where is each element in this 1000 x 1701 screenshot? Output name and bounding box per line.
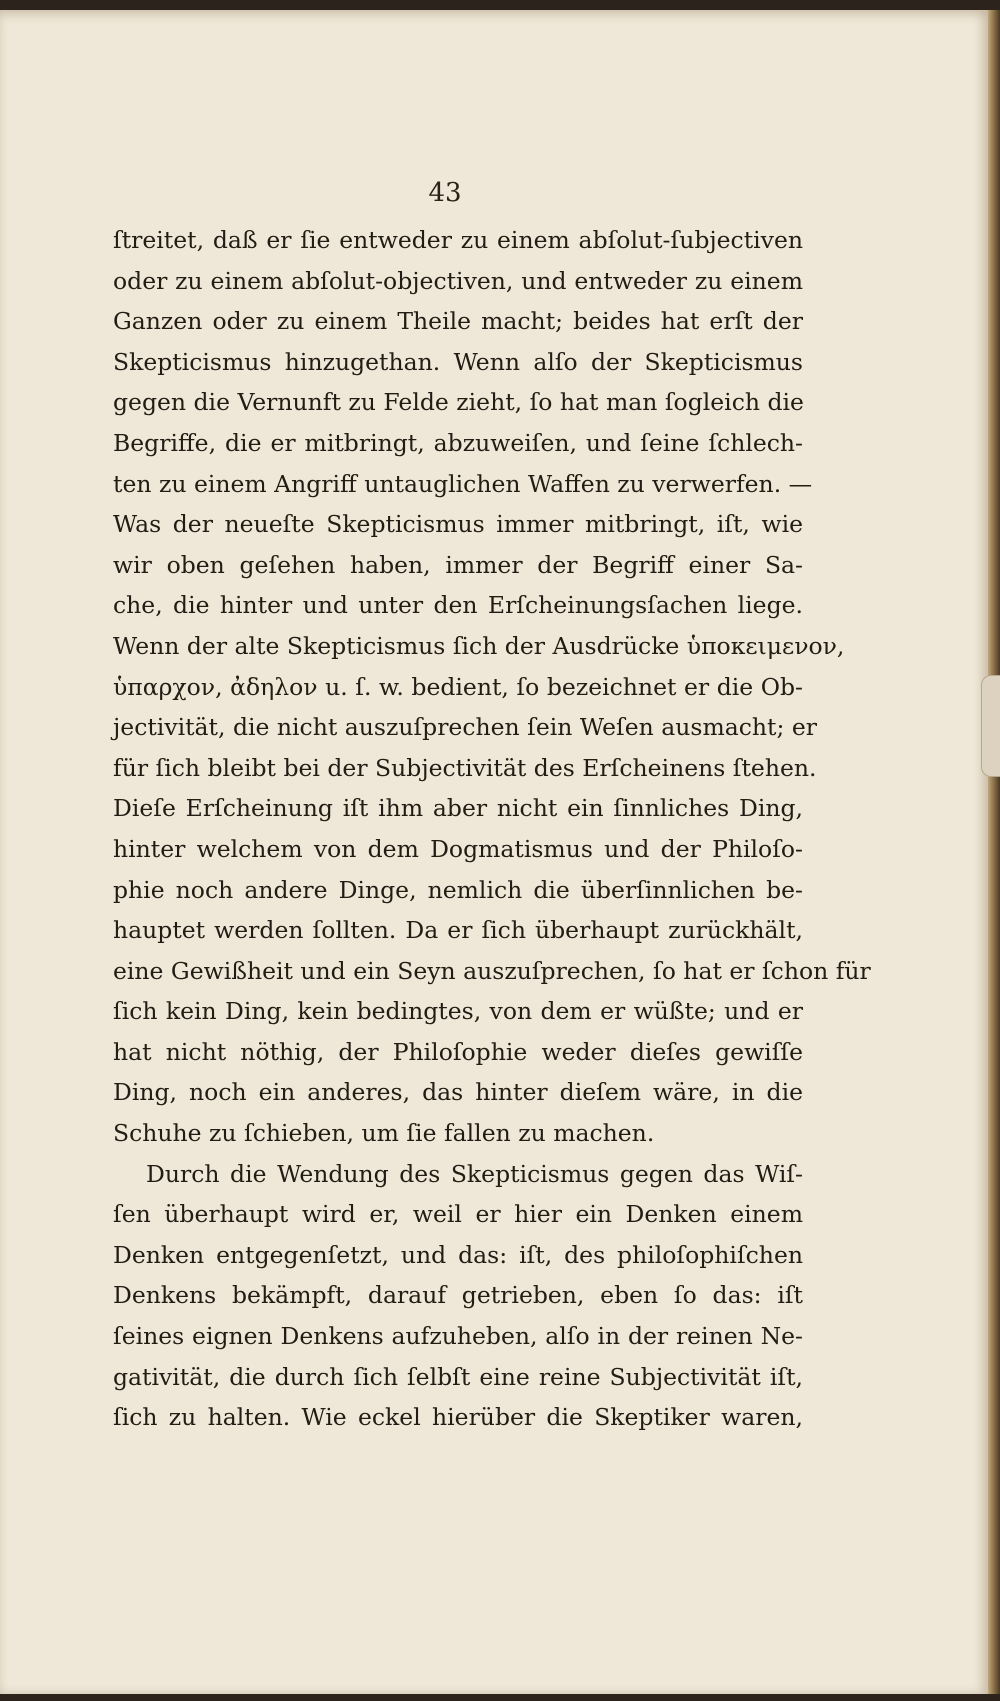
text-line: gegen die Vernunft zu Felde zieht, ſo hat man ſogleich die	[113, 388, 804, 417]
text-line: Begriffe, die er mitbringt, abzuweiſen, und ſeine ſchlech-	[113, 428, 803, 457]
text-line: Schuhe zu ſchieben, um ſie fallen zu machen.	[113, 1119, 655, 1148]
text-line: ſich kein Ding, kein bedingtes, von dem er wüßte; und er	[113, 997, 803, 1026]
text-line: Ganzen oder zu einem Theile macht; beides hat erſt der	[113, 307, 803, 336]
page-number: 43	[428, 178, 462, 208]
text-line: ten zu einem Angriff untauglichen Waffen zu verwerfen. —	[113, 469, 813, 498]
text-line: Denkens bekämpft, darauf getrieben, eben ſo das: iſt	[113, 1281, 803, 1310]
text-line: Wenn der alte Skepticismus ſich der Ausdrücke ὑποκειμενον,	[113, 631, 845, 660]
text-line: ſich zu halten. Wie eckel hierüber die Skeptiker waren,	[113, 1403, 803, 1432]
page-tab	[981, 675, 1000, 777]
text-line: ſen überhaupt wird er, weil er hier ein Denken einem	[113, 1200, 803, 1229]
text-line: hauptet werden ſollten. Da er ſich überhaupt zurückhält,	[113, 916, 803, 945]
text-line: hat nicht nöthig, der Philoſophie weder dieſes gewiſſe	[113, 1037, 803, 1066]
text-line: Dieſe Erſcheinung iſt ihm aber nicht ein ſinnliches Ding,	[113, 794, 803, 823]
text-line: Ding, noch ein anderes, das hinter dieſem wäre, in die	[113, 1078, 803, 1107]
text-line: ſeines eignen Denkens aufzuheben, alſo in der reinen Ne-	[113, 1322, 803, 1351]
text-line: gativität, die durch ſich ſelbſt eine reine Subjectivität iſt,	[113, 1362, 803, 1391]
text-line: Denken entgegenſetzt, und das: iſt, des philoſophiſchen	[113, 1240, 803, 1269]
text-line: phie noch andere Dinge, nemlich die überſinnlichen be-	[113, 875, 803, 904]
text-line: wir oben geſehen haben, immer der Begriff einer Sa-	[113, 550, 803, 579]
text-line: hinter welchem von dem Dogmatismus und der Philoſo-	[113, 834, 803, 863]
text-line: ὑπαρχον, ἀδηλον u. ſ. w. bedient, ſo bezeichnet er die Ob-	[113, 672, 803, 701]
text-line: Skepticismus hinzugethan. Wenn alſo der Skepticismus	[113, 347, 803, 376]
text-line: Durch die Wendung des Skepticismus gegen das Wiſ-	[146, 1159, 803, 1188]
text-line: che, die hinter und unter den Erſcheinungsſachen liege.	[113, 591, 803, 620]
text-line: für ſich bleibt bei der Subjectivität des Erſcheinens ſtehen.	[113, 753, 817, 782]
text-line: ſtreitet, daß er ſie entweder zu einem abſolut-ſubjectiven	[113, 226, 803, 254]
text-block	[113, 220, 871, 1438]
text-line: oder zu einem abſolut-objectiven, und entweder zu einem	[113, 266, 803, 295]
text-line: jectivität, die nicht auszuſprechen ſein Weſen ausmacht; er	[113, 713, 818, 742]
book-edge	[988, 10, 1000, 1694]
text-line: eine Gewißheit und ein Seyn auszuſprechen, ſo hat er ſchon für	[113, 956, 871, 985]
text-line: Was der neueſte Skepticismus immer mitbringt, iſt, wie	[113, 510, 803, 539]
